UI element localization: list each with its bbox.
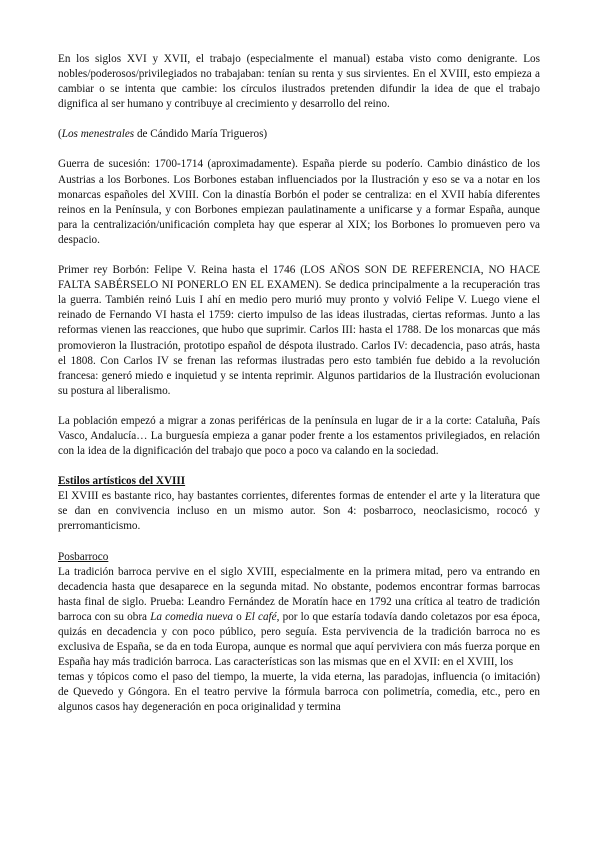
posbarroco-text-c: , por lo que estaría todavía dando coletazos por esa época, quizás en decadencia y con poco público, pero seguía. Esta pervivencia de la tradición barroca no es exclusiva de España, se da en toda Europa, aunque es normal que aquí perviviera con más fuerza porque en España hay más tradición barroca. Las características son las mismas que en el XVII: en el XVIII, los — [58, 610, 541, 669]
posbarroco-text-b: o — [232, 610, 245, 623]
citation-author: de Cándido María Trigueros) — [134, 128, 268, 141]
posbarroco-text-a: La tradición barroca pervive en el siglo XVIII, especialmente en la primera mitad, pero va entrando en decadencia hasta que desaparece en la segunda mitad. No obstante, podemos encontrar formas barrocas hasta final de siglo. Prueba: Leandro Fernández de Moratín hace en 1792 una crítica al teatro de tradición barroca con su obra — [58, 565, 540, 623]
paragraph-spacer — [58, 112, 540, 127]
paragraph-spacer — [58, 142, 540, 157]
work-title-el-cafe: El café — [244, 610, 277, 623]
citation-title: Los menestrales — [61, 128, 135, 141]
paragraph-kings: Primer rey Borbón: Felipe V. Reina hasta el 1746 (LOS AÑOS SON DE REFERENCIA, NO HACE FALTA SABÉRSELO NI PONERLO EN EL EXAMEN). Se dedica principalmente a la recuperación tras la guerra. También reinó Luis I ahí en medio pero murió muy pronto y volvió Felipe V. Luego viene el reinado de Fernando VI hasta el 1759: cierto impulso de las ideas ilustradas, ciertas reformas. Junto a las reformas vienen las reacciones, que hubo que suprimir. Carlos III: hasta el 1788. De los monarcas que más promovieron la Ilustración, prototipo español de déspota ilustrado. Carlos IV: decadencia, paso atrás, hasta el 1808. Con Carlos IV se frenan las reformas ilustradas pero esto también fue debido a la revolución francesa: generó miedo e inquietud y se intenta reprimir. Algunos partidarios de la Ilustración evolucionan su postura al liberalismo. — [58, 264, 540, 397]
citation-line — [58, 127, 540, 142]
paragraph-posbarroco-continued: temas y tópicos como el paso del tiempo, la muerte, la vida eterna, las paradojas, influencia (o imitación) de Quevedo y Góngora. En el teatro pervive la fórmula barroca con polimetría, comedia, etc., pero en algunos casos hay degeneración en poca originalidad y termina — [58, 671, 540, 714]
paragraph-estilos: El XVIII es bastante rico, hay bastantes corrientes, diferentes formas de entender el arte y la literatura que se dan en convivencia incluso en un mismo autor. Son 4: posbarroco, neoclasicismo, rococó y prerromanticismo. — [58, 490, 540, 533]
paragraph-spacer — [58, 399, 540, 414]
paragraph-spacer — [58, 535, 540, 550]
paragraph-spacer — [58, 459, 540, 474]
document-body — [58, 52, 540, 716]
paragraph-spacer — [58, 248, 540, 263]
paragraph-population: La población empezó a migrar a zonas periféricas de la península en lugar de ir a la corte: Cataluña, País Vasco, Andalucía… La burguesía empieza a ganar poder frente a los estamentos privilegiados, en relación con la idea de la dignificación del trabajo que poco a poco va calando en la sociedad. — [58, 414, 540, 458]
paragraph-posbarroco — [58, 565, 540, 671]
paragraph-succession: Guerra de sucesión: 1700-1714 (aproximadamente). España pierde su poderío. Cambio dinástico de los Austrias a los Borbones. Los Borbones estaban influenciados por la Ilustración y eso se va a notar en los monarcas españoles del XVIII. Con la dinastía Borbón el poder se centraliza: en el XVII había diferentes reinos en la Península, y con Borbones empiezan paulatinamente a unificarse y a formar España, aunque para la centralización/unificación completa hay que esperar al XIX; los Borbones lo promueven pero va despacio. — [58, 158, 540, 246]
paragraph-intro: En los siglos XVI y XVII, el trabajo (especialmente el manual) estaba visto como denigrante. Los nobles/poderosos/privilegiados no trabajaban: tenían su renta y sus sirvientes. En el XVIII, esto empieza a cambiar o se intenta que cambie: los círculos ilustrados pretenden difundir la idea de que el trabajo dignifica al ser humano y contribuye al crecimiento y desarrollo del reino. — [58, 53, 540, 111]
section-heading-estilos: Estilos artísticos del XVIII — [58, 475, 186, 488]
subheading-posbarroco: Posbarroco — [58, 550, 109, 563]
citation-open: ( — [58, 128, 62, 141]
work-title-comedia-nueva: La comedia nueva — [150, 610, 233, 623]
